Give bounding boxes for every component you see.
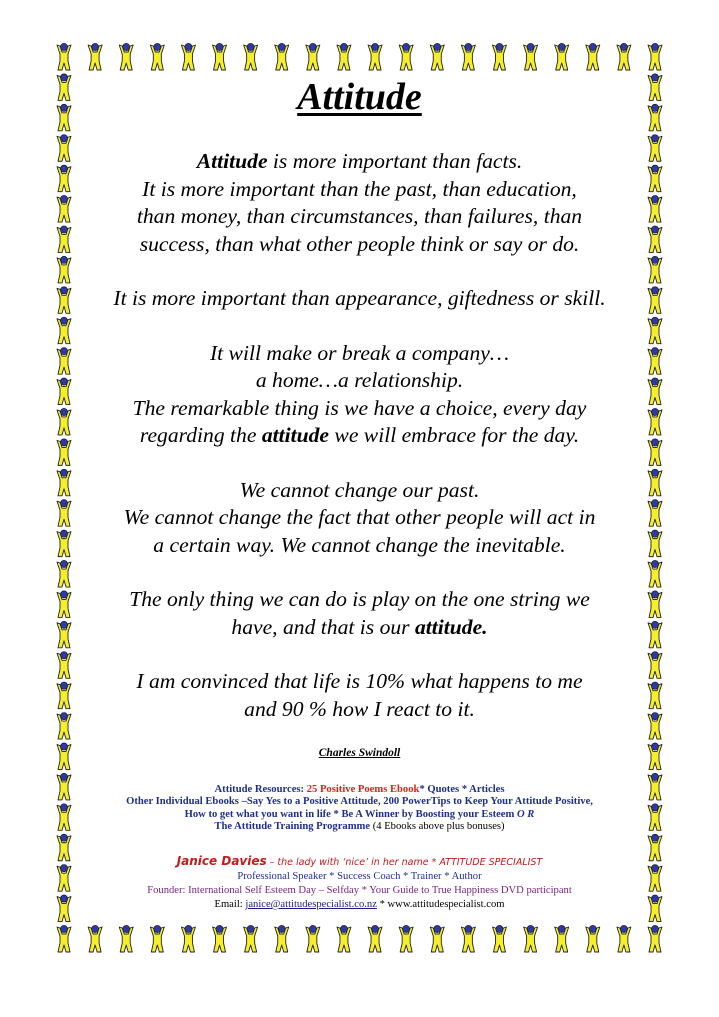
cheering-figure-icon <box>57 135 71 162</box>
author-tagline: – the lady with ‘nice’ in her name * ATTITUDE SPECIALIST <box>266 857 543 868</box>
poem-line: a certain way. We cannot change the inevitable. <box>153 532 566 557</box>
ebook-link[interactable]: 25 Positive Poems Ebook <box>306 784 420 795</box>
cheering-figure-icon <box>57 256 71 283</box>
cheering-figure-icon <box>57 925 71 952</box>
cheering-figure-icon <box>57 378 71 405</box>
resources-line <box>30 784 689 796</box>
cheering-figure-icon <box>119 925 133 952</box>
cheering-figure-icon <box>57 469 71 496</box>
cheering-figure-icon <box>368 43 382 70</box>
cheering-figure-icon <box>524 43 538 70</box>
website-link[interactable]: * www.attitudespecialist.com <box>376 899 505 910</box>
cheering-figure-icon <box>57 226 71 253</box>
poem-line: than money, than circumstances, than failures, than <box>136 204 583 228</box>
cheering-figure-icon <box>57 348 71 375</box>
resources-text: (4 Ebooks above plus bonuses) <box>370 821 505 833</box>
email-label: Email: <box>214 899 246 910</box>
cheering-figure-icon <box>306 43 320 70</box>
cheering-figure-icon <box>119 43 133 70</box>
cheering-figure-icon <box>492 925 506 952</box>
cheering-figure-icon <box>648 74 662 101</box>
poem-text: regarding the <box>139 423 262 447</box>
cheering-figure-icon <box>213 43 227 70</box>
cheering-figure-icon <box>617 43 631 70</box>
cheering-figure-icon <box>88 925 102 952</box>
cheering-figure-icon <box>306 925 320 952</box>
training-programme: The Attitude Training Programme <box>214 821 371 833</box>
cheering-figure-icon <box>648 348 662 375</box>
contact-roles: Professional Speaker * Success Coach * Trainer * Author <box>237 871 482 882</box>
cheering-figure-icon <box>150 43 164 70</box>
cheering-figure-icon <box>57 743 71 770</box>
email-link[interactable]: janice@attitudespecialist.co.nz <box>245 899 377 910</box>
poem-text: we will embrace for the day. <box>329 423 580 447</box>
cheering-figure-icon <box>555 925 569 952</box>
cheering-figure-icon <box>648 530 662 557</box>
cheering-figure-icon <box>586 43 600 70</box>
resources-line: Other Individual Ebooks –Say Yes to a Positive Attitude, 200 PowerTips to Keep Your Attitude Positive, <box>126 796 593 808</box>
cheering-figure-icon <box>648 621 662 648</box>
cheering-figure-icon <box>275 925 289 952</box>
poem-line <box>70 422 649 450</box>
cheering-figure-icon <box>524 925 538 952</box>
resources-line <box>30 821 689 833</box>
cheering-figure-icon <box>244 925 258 952</box>
cheering-figure-icon <box>181 43 195 70</box>
cheering-figure-icon <box>368 925 382 952</box>
cheering-figure-icon <box>492 43 506 70</box>
poem-line: and 90 % how I react to it. <box>244 696 475 721</box>
cheering-figure-icon <box>461 925 475 952</box>
poem-line: success, than what other people think or say or do. <box>139 231 580 256</box>
resources-text: How to get what you want in life * Be A Winner by Boosting your Esteem <box>184 808 517 820</box>
contact-line <box>30 898 689 912</box>
cheering-figure-icon <box>648 43 662 70</box>
cheering-figure-icon <box>57 43 71 70</box>
cheering-figure-icon <box>57 165 71 192</box>
cheering-figure-icon <box>648 195 662 222</box>
page-title: Attitude <box>297 76 422 118</box>
cheering-figure-icon <box>648 560 662 587</box>
cheering-figure-icon <box>648 317 662 344</box>
cheering-figure-icon <box>57 591 71 618</box>
cheering-figure-icon <box>617 925 631 952</box>
author-name: Janice Davies <box>176 854 267 868</box>
cheering-figure-icon <box>648 135 662 162</box>
cheering-figure-icon <box>648 408 662 435</box>
author-credit: Charles Swindoll <box>318 747 401 759</box>
cheering-figure-icon <box>57 652 71 679</box>
cheering-figure-icon <box>648 226 662 253</box>
cheering-figure-icon <box>648 591 662 618</box>
poem <box>70 148 649 723</box>
cheering-figure-icon <box>57 439 71 466</box>
cheering-figure-icon <box>648 500 662 527</box>
cheering-figure-icon <box>57 530 71 557</box>
cheering-figure-icon <box>57 560 71 587</box>
cheering-figure-icon <box>57 500 71 527</box>
poem-text: is more important than facts. <box>267 149 523 173</box>
cheering-figure-icon <box>337 925 351 952</box>
cheering-figure-icon <box>275 43 289 70</box>
cheering-figure-icon <box>181 925 195 952</box>
cheering-figure-icon <box>150 925 164 952</box>
poem-line: The remarkable thing is we have a choice, every day <box>132 395 587 420</box>
cheering-figure-icon <box>648 743 662 770</box>
cheering-figure-icon <box>648 652 662 679</box>
cheering-figure-icon <box>430 43 444 70</box>
poem-line: It will make or break a company… <box>209 340 510 365</box>
cheering-figure-icon <box>648 713 662 740</box>
cheering-figure-icon <box>57 682 71 709</box>
resources-text: * Quotes * Articles <box>419 784 505 795</box>
poem-line: We cannot change our past. <box>239 477 480 502</box>
contact-line <box>30 854 689 870</box>
resources-line <box>30 809 689 821</box>
cheering-figure-icon <box>57 74 71 101</box>
poem-line: The only thing we can do is play on the one string we <box>129 587 590 611</box>
cheering-figure-icon <box>57 104 71 131</box>
cheering-figure-icon <box>57 195 71 222</box>
cheering-figure-icon <box>586 925 600 952</box>
cheering-figure-icon <box>399 925 413 952</box>
contact-block <box>30 854 689 912</box>
poem-bold-word: attitude. <box>414 614 488 639</box>
cheering-figure-icon <box>213 925 227 952</box>
poem-text: have, and that is our <box>231 614 415 639</box>
cheering-figure-icon <box>648 104 662 131</box>
resources-or: O R <box>516 808 535 820</box>
cheering-figure-icon <box>244 43 258 70</box>
resources-block <box>30 784 689 834</box>
cheering-figure-icon <box>648 925 662 952</box>
cheering-figure-icon <box>648 256 662 283</box>
cheering-figure-icon <box>648 469 662 496</box>
poem-line: a home…a relationship. <box>255 368 464 392</box>
poem-line: We cannot change the fact that other people will act in <box>123 505 596 529</box>
cheering-figure-icon <box>430 925 444 952</box>
cheering-figure-icon <box>648 439 662 466</box>
cheering-figure-icon <box>399 43 413 70</box>
poem-line <box>70 614 649 642</box>
poem-bold-word: Attitude <box>196 149 268 173</box>
cheering-figure-icon <box>57 621 71 648</box>
cheering-figure-icon <box>57 317 71 344</box>
poem-line: I am convinced that life is 10% what happens to me <box>136 669 583 693</box>
cheering-figure-icon <box>88 43 102 70</box>
cheering-figure-icon <box>648 165 662 192</box>
cheering-figure-icon <box>461 43 475 70</box>
cheering-figure-icon <box>555 43 569 70</box>
cheering-figure-icon <box>648 378 662 405</box>
poem-line: It is more important than the past, than education, <box>142 176 577 201</box>
poem-line: It is more important than appearance, giftedness or skill. <box>113 286 606 310</box>
cheering-figure-icon <box>57 713 71 740</box>
contact-founder: Founder: International Self Esteem Day – Selfday * Your Guide to True Happiness DVD participant <box>147 885 572 896</box>
cheering-figure-icon <box>57 408 71 435</box>
resources-label: Attitude Resources: <box>214 784 307 795</box>
poem-bold-word: attitude <box>261 423 330 447</box>
poem-line <box>70 148 649 176</box>
cheering-figure-icon <box>337 43 351 70</box>
cheering-figure-icon <box>648 682 662 709</box>
